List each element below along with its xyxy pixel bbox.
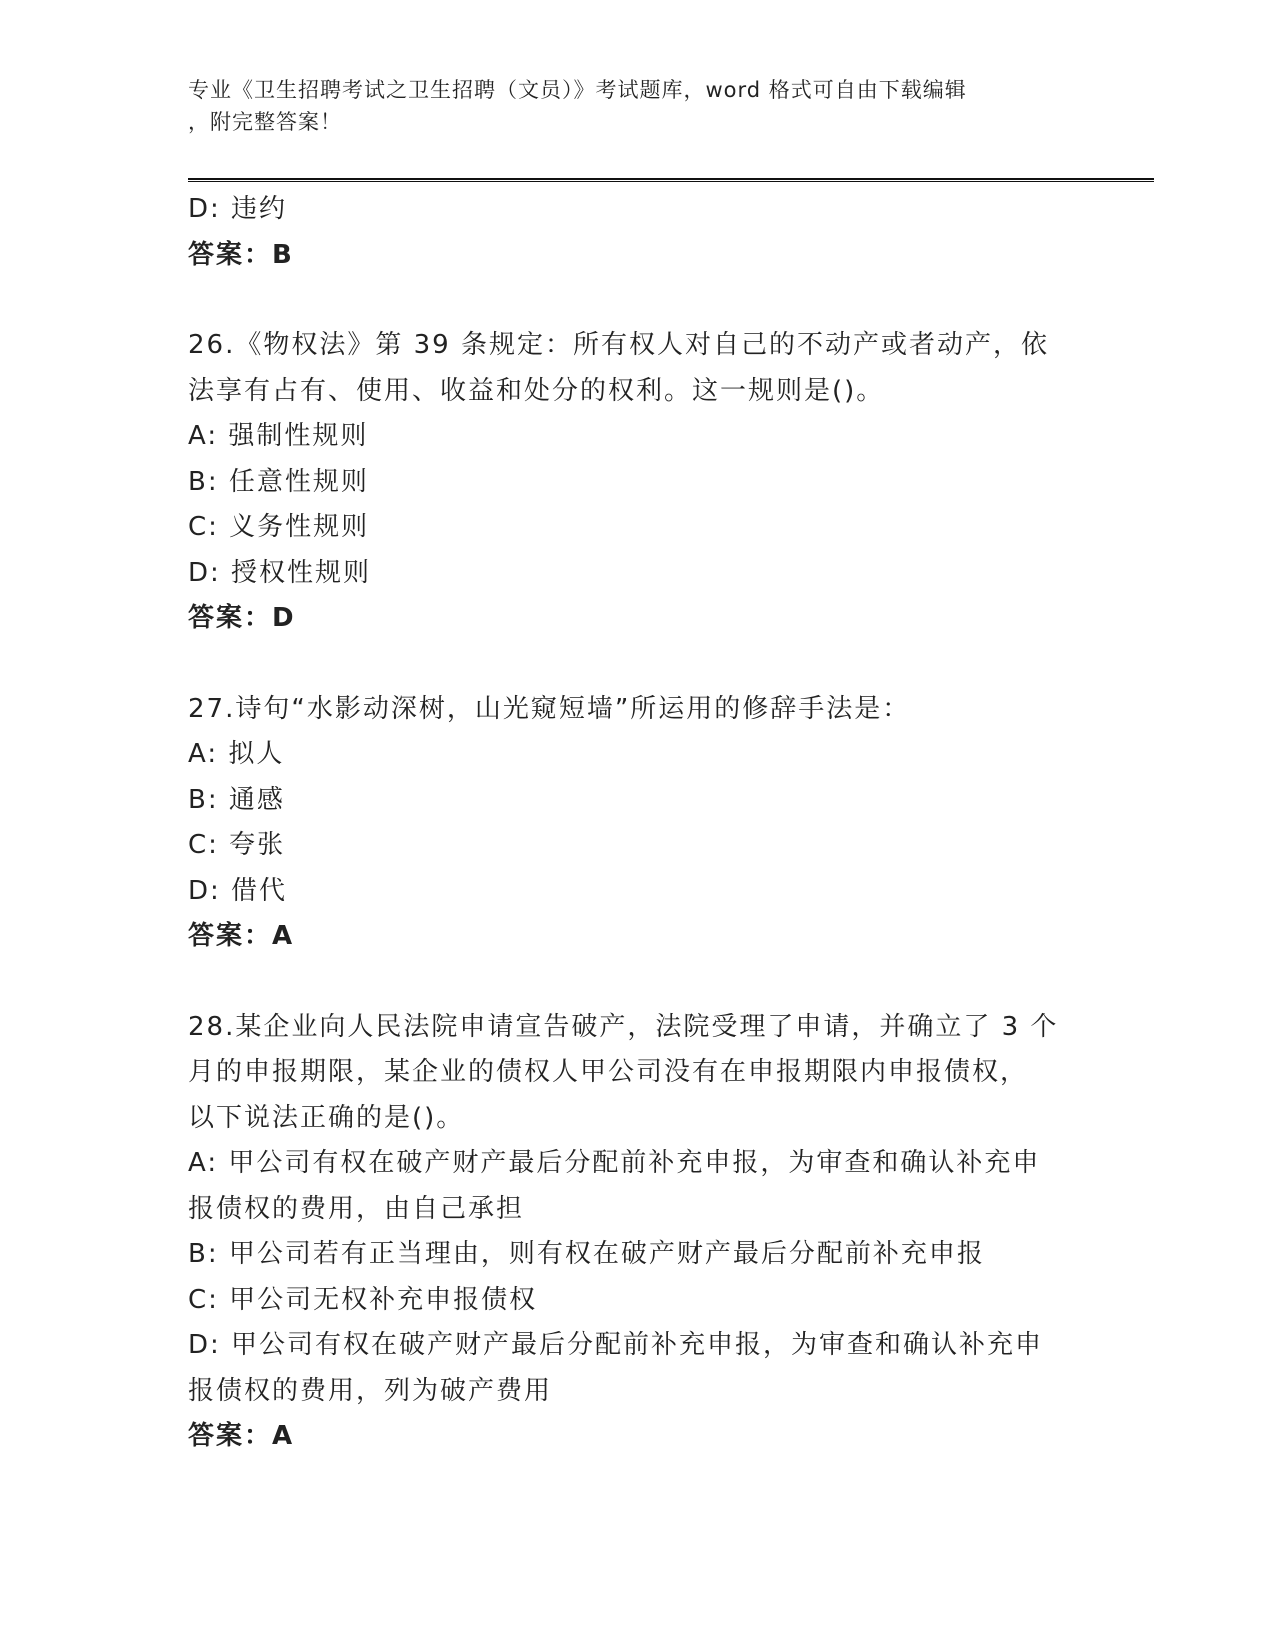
header-text-line-2: ，附完整答案！ xyxy=(188,110,342,134)
option-a: A: 拟人 xyxy=(188,739,285,769)
option-b: B: 任意性规则 xyxy=(188,466,369,497)
option-a: A: 强制性规则 xyxy=(188,421,369,451)
answer: 答案：A xyxy=(188,921,295,951)
spacer xyxy=(188,278,1088,323)
question-27 xyxy=(188,687,1088,960)
option-a-line-2: 报债权的费用，由自己承担 xyxy=(188,1193,525,1224)
option-c: C: 夸张 xyxy=(188,830,286,860)
question-stem-line: 26.《物权法》第 39 条规定：所有权人对自己的不动产或者动产，依 xyxy=(188,330,1049,360)
question-stem-line: 28.某企业向人民法院申请宣告破产，法院受理了申请，并确立了 3 个 xyxy=(188,1011,1059,1042)
question-stem-line: 月的申报期限，某企业的债权人甲公司没有在申报期限内申报债权， xyxy=(188,1057,1029,1087)
question-stem-line: 27.诗句“水影动深树，山光窥短墙”所运用的修辞手法是： xyxy=(188,693,911,724)
answer: 答案：D xyxy=(188,603,296,633)
prev-question-answer: 答案：B xyxy=(188,239,294,270)
spacer xyxy=(188,642,1088,687)
option-b: B: 通感 xyxy=(188,784,285,815)
option-a-line-1: A: 甲公司有权在破产财产最后分配前补充申报，为审查和确认补充申 xyxy=(188,1148,1041,1178)
document-header xyxy=(188,74,1088,138)
option-c: C: 义务性规则 xyxy=(188,512,370,542)
question-stem-line: 法享有占有、使用、收益和处分的权利。这一规则是()。 xyxy=(188,375,885,406)
question-28 xyxy=(188,1005,1088,1460)
question-stem-line: 以下说法正确的是()。 xyxy=(188,1102,465,1133)
spacer xyxy=(188,960,1088,1005)
question-26 xyxy=(188,323,1088,642)
option-d: D: 授权性规则 xyxy=(188,557,372,588)
option-d-line-1: D: 甲公司有权在破产财产最后分配前补充申报，为审查和确认补充申 xyxy=(188,1330,1044,1360)
prev-question-option-d: D: 违约 xyxy=(188,194,288,224)
option-c: C: 甲公司无权补充申报债权 xyxy=(188,1284,538,1315)
option-d-line-2: 报债权的费用，列为破产费用 xyxy=(188,1375,553,1406)
option-d: D: 借代 xyxy=(188,875,288,906)
answer: 答案：A xyxy=(188,1421,295,1451)
header-text-line-1: 专业《卫生招聘考试之卫生招聘（文员）》考试题库，word 格式可自由下载编辑 xyxy=(188,78,967,102)
option-b: B: 甲公司若有正当理由，则有权在破产财产最后分配前补充申报 xyxy=(188,1239,985,1269)
header-divider xyxy=(188,178,1154,182)
document-content xyxy=(188,187,1088,1460)
